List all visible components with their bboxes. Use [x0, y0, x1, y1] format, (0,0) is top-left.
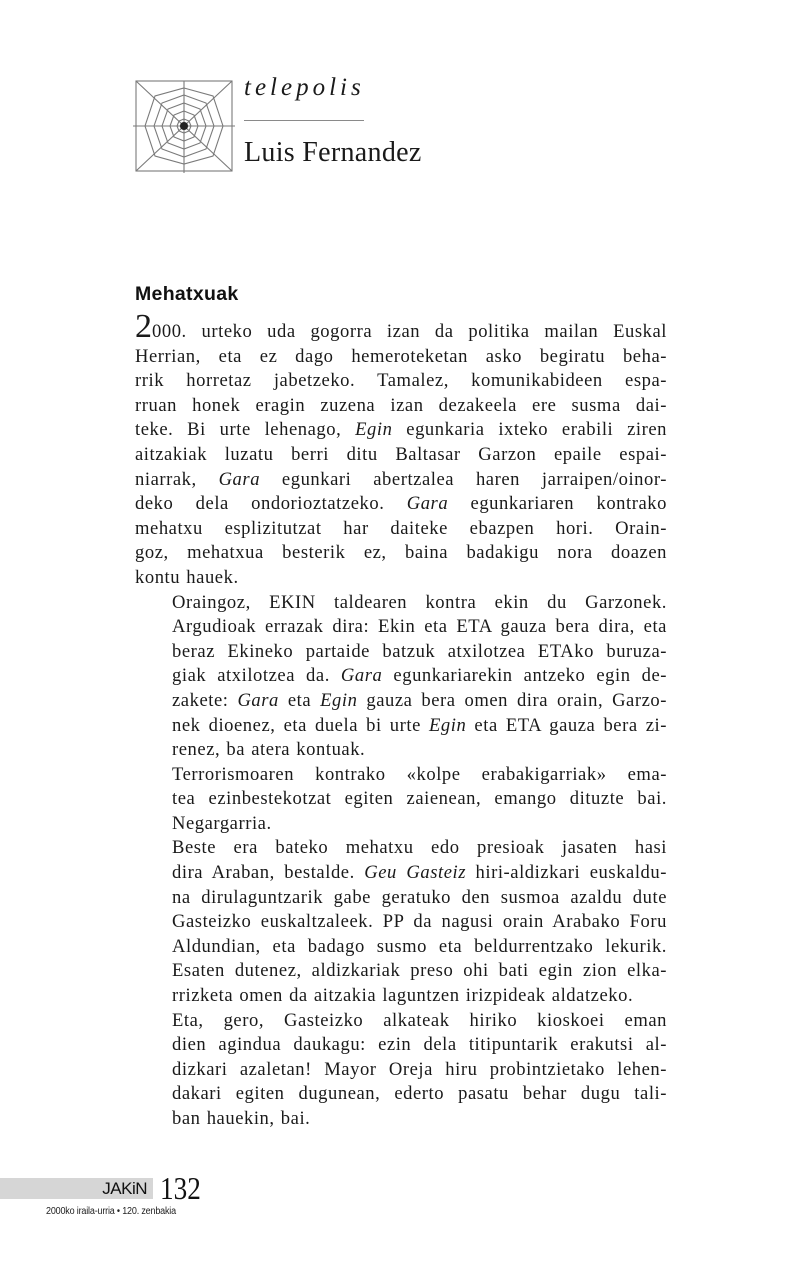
text-line: na dirulaguntzarik gabe geratuko den susmoa azaldu dute [172, 886, 667, 908]
text-line: Negargarria. [172, 812, 272, 834]
footer-journal-bar [0, 1178, 153, 1199]
page-number: 132 [160, 1170, 201, 1206]
paragraph [135, 1009, 667, 1132]
article [135, 283, 667, 1132]
spider-web-icon [133, 78, 237, 176]
text-line: teke. Bi urte lehenago, Egin egunkaria ixteko erabili ziren [135, 419, 667, 441]
author-name: Luis Fernandez [244, 137, 422, 168]
italic-title: Gara [340, 665, 383, 687]
text-line: Argudioak errazak dira: Ekin eta ETA gauza bera dira, eta [172, 616, 667, 638]
paragraph [135, 591, 667, 763]
article-title: Mehatxuak [135, 283, 239, 305]
article-body [135, 308, 668, 1132]
text-line: rrizketa omen da aitzakia laguntzen irizpideak aldatzeko. [172, 985, 634, 1007]
text-line: Esaten dutenez, aldizkariak preso ohi bati egin zion elka- [172, 960, 667, 982]
text-line: Herrian, eta ez dago hemeroteketan asko begiratu beha- [135, 345, 667, 367]
italic-title: Egin [320, 689, 358, 711]
text-line: tea ezinbestekotzat egiten zaienean, emango dituzte bai. [172, 788, 667, 810]
text-line: rruan honek eragin zuzena izan dezakeela ere susma dai- [135, 394, 667, 416]
text-line: mehatxu esplizitutzat har daiteke ebazpen hori. Orain- [135, 517, 667, 539]
header-divider [244, 120, 364, 121]
text-line: niarrak, Gara egunkari abertzalea haren jarraipen/oinor- [135, 468, 667, 490]
italic-title: Gara [406, 493, 449, 515]
text-line: rrik horretaz jabetzeko. Tamalez, komunikabideen espa- [135, 370, 667, 392]
text-line: Aldundian, eta badago susmo eta beldurrentzako lekurik. [172, 935, 667, 957]
paragraph [135, 836, 667, 1008]
text-line: aitzakiak luzatu berri ditu Baltasar Garzon epaile espai- [135, 443, 667, 465]
italic-title: Egin [355, 419, 393, 441]
text-line: giak atxilotzea da. Gara egunkariarekin antzeko egin de- [172, 665, 667, 687]
paragraph [135, 308, 667, 591]
text-line: Gasteizko euskaltzaleek. PP da nagusi orain Arabako Foru [172, 911, 667, 933]
drop-cap: 2 [135, 308, 152, 345]
text-line: dakari egiten dugunean, ederto pasatu behar dugu tali- [172, 1083, 667, 1105]
issue-info: 2000ko iraila-urria • 120. zenbakia [46, 1206, 176, 1217]
text-line: renez, ba atera kontuak. [172, 739, 366, 761]
italic-title: Geu Gasteiz [364, 862, 467, 884]
italic-title: Gara [237, 689, 279, 711]
italic-title: Gara [218, 468, 261, 490]
italic-title: Egin [429, 714, 467, 736]
text-line: ban hauekin, bai. [172, 1108, 311, 1129]
text-line: Oraingoz, EKIN taldearen kontra ekin du Garzonek. [172, 591, 667, 613]
text-line: dizkari azaletan! Mayor Oreja hiru probintzietako lehen- [172, 1058, 667, 1080]
journal-name: JAKiN [102, 1179, 147, 1198]
text-line: kontu hauek. [135, 566, 239, 588]
text-line: goz, mehatxua besterik ez, baina badakigu nora doazen [135, 542, 667, 564]
text-line: Beste era bateko mehatxu edo presioak jasaten hasi [172, 837, 667, 859]
text-line: 2000. urteko uda gogorra izan da politika mailan Euskal [135, 308, 667, 345]
text-line: zakete: Gara eta Egin gauza bera omen dira orain, Garzo- [172, 689, 667, 711]
paragraph [135, 763, 667, 837]
text-line: Eta, gero, Gasteizko alkateak hiriko kioskoei eman [172, 1009, 667, 1031]
text-line: deko dela ondorioztatzeko. Gara egunkariaren kontrako [135, 493, 667, 515]
text-line: beraz Ekineko partaide batzuk atxilotzea ETAko buruza- [172, 640, 667, 662]
text-line: dien agindua daukagu: ezin dela titipuntarik erakutsi al- [172, 1034, 667, 1056]
section-name: telepolis [244, 74, 365, 101]
text-line: dira Araban, bestalde. Geu Gasteiz hiri-aldizkari euskaldu- [172, 862, 667, 884]
text-line: nek dioenez, eta duela bi urte Egin eta ETA gauza bera zi- [172, 714, 668, 736]
text-line: Terrorismoaren kontrako «kolpe erabakigarriak» ema- [172, 763, 667, 785]
